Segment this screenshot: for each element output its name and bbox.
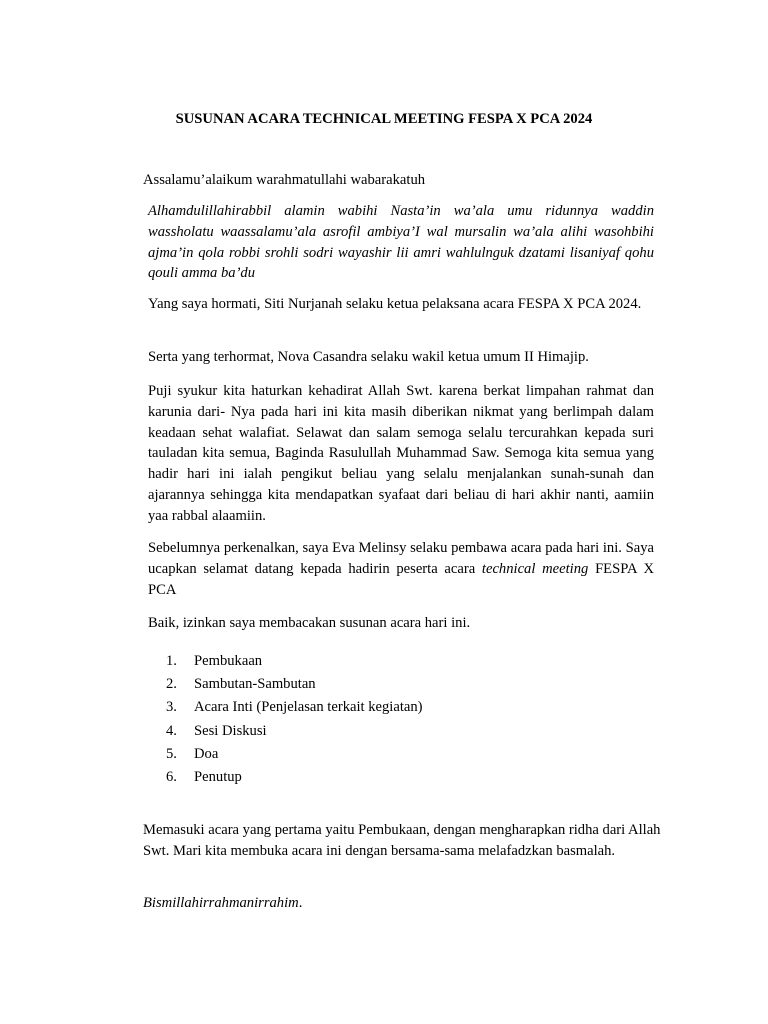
agenda-item <box>166 650 423 673</box>
gratitude-paragraph: Puji syukur kita haturkan kehadirat Allah Swt. karena berkat limpahan rahmat dan karunia dari- Nya pada hari ini kita masih diberikan nikmat yang berlimpah dalam keadaan sehat walafiat. Selawat dan salam semoga selalu tercurahkan kepada suri tauladan kita semua, Baginda Rasulullah Muhammad Saw. Semoga kita semua yang hadir hari ini ialah pengikut beliau yang selalu menjalankan sunah-sunah dan ajarannya sehingga kita mendapatkan syafaat dari beliau di hari akhir nanti, aamiin yaa rabbal alaamiin. <box>148 383 654 524</box>
agenda-intro-paragraph: Baik, izinkan saya membacakan susunan acara hari ini. <box>148 615 471 631</box>
bismillah-paragraph <box>143 893 302 913</box>
agenda-item-number: 3. <box>166 699 177 716</box>
agenda-item-label: Acara Inti (Penjelasan terkait kegiatan) <box>194 699 423 716</box>
agenda-item-label: Penutup <box>194 768 242 785</box>
document-title: SUSUNAN ACARA TECHNICAL MEETING FESPA X PCA 2024 <box>175 111 593 127</box>
bismillah-period: . <box>298 895 303 911</box>
greeting-text: Assalamu’alaikum warahmatullahi wabarakatuh <box>143 172 426 188</box>
introduction-text-end: FESPA X PCA <box>148 560 654 598</box>
agenda-item-number: 2. <box>166 676 177 693</box>
first-event-paragraph: Memasuki acara yang pertama yaitu Pembukaan, dengan mengharapkan ridha dari Allah Swt. Mari kita membuka acara ini dengan bersama-sama melafadzkan basmalah. <box>143 822 661 859</box>
introduction-paragraph <box>148 538 654 600</box>
opening-prayer-paragraph: Alhamdulillahirabbil alamin wabihi Nasta’in wa’ala umu ridunnya waddin wassholatu waassalamu’ala asrofil ambiya’I wal mursalin wa’ala alihi wasohbihi ajma’in qola robbi srohli sodri wayashir lii amri wahlulnguk dzatami lisaniyaf qohu qouli amma ba’du <box>148 203 654 282</box>
bismillah-text: Bismillahirrahmanirrahim <box>143 895 299 911</box>
agenda-list <box>166 650 423 789</box>
agenda-item <box>166 720 423 743</box>
introduction-text-start: Sebelumnya perkenalkan, saya Eva Melinsy selaku pembawa acara pada hari ini. Saya ucapkan selamat datang kepada hadirin peserta acara <box>148 540 654 577</box>
introduction-text-italic: technical meeting <box>481 560 589 577</box>
agenda-item <box>166 696 423 719</box>
agenda-item-label: Pembukaan <box>194 653 263 669</box>
agenda-item <box>166 673 423 696</box>
respect-paragraph-vice-chair: Serta yang terhormat, Nova Casandra selaku wakil ketua umum II Himajip. <box>148 349 589 365</box>
agenda-item-label: Sambutan-Sambutan <box>194 676 316 693</box>
agenda-item <box>166 766 423 789</box>
agenda-item-label: Doa <box>194 745 219 762</box>
agenda-item-number: 5. <box>166 745 177 762</box>
agenda-item-number: 1. <box>166 653 177 669</box>
agenda-item-number: 4. <box>166 722 177 739</box>
agenda-item-number: 6. <box>166 768 177 785</box>
agenda-item <box>166 743 423 766</box>
agenda-item-label: Sesi Diskusi <box>194 722 267 739</box>
respect-paragraph-chair: Yang saya hormati, Siti Nurjanah selaku ketua pelaksana acara FESPA X PCA 2024. <box>148 296 642 312</box>
